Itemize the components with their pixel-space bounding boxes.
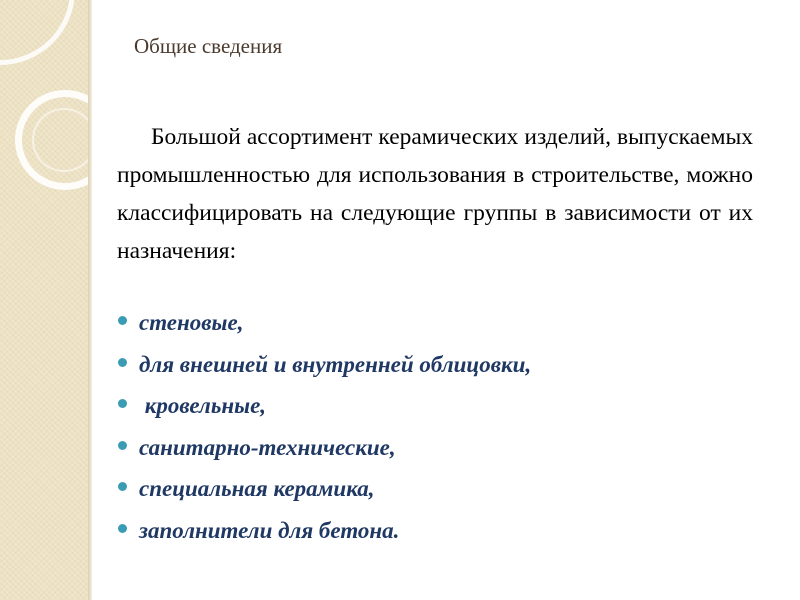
side-band-edge xyxy=(88,0,92,600)
bullet-item-special xyxy=(117,470,757,512)
bullet-list xyxy=(117,304,757,553)
bullet-dot-icon xyxy=(118,399,127,408)
bullet-dot-icon xyxy=(118,358,127,367)
bullet-dot-icon xyxy=(118,441,127,450)
bullet-item-wall xyxy=(117,304,757,346)
bullet-text: для внешней и внутренней облицовки, xyxy=(139,351,532,377)
decorative-ring-small xyxy=(32,108,96,172)
decorative-side-band xyxy=(0,0,88,600)
bullet-text: санитарно-технические, xyxy=(139,434,396,460)
bullet-text: заполнители для бетона. xyxy=(139,517,400,543)
bullet-text: кровельные, xyxy=(139,393,267,418)
bullet-text: стеновые, xyxy=(139,310,244,335)
bullet-item-sanitary xyxy=(117,429,757,471)
decorative-ring-top xyxy=(0,0,75,65)
bullet-item-roofing xyxy=(117,387,757,429)
bullet-dot-icon xyxy=(118,524,127,533)
slide-title: Общие сведения xyxy=(134,34,283,58)
bullet-dot-icon xyxy=(118,316,127,325)
intro-paragraph: Большой ассортимент керамических изделий, выпускаемых промышленностью для использования в строительстве, можно классифицировать на следующие группы в зависимости от их назначения: xyxy=(117,124,753,264)
bullet-dot-icon xyxy=(118,482,127,491)
bullet-text: специальная керамика, xyxy=(139,476,375,501)
bullet-item-cladding xyxy=(117,346,757,388)
bullet-item-aggregates xyxy=(117,512,757,554)
